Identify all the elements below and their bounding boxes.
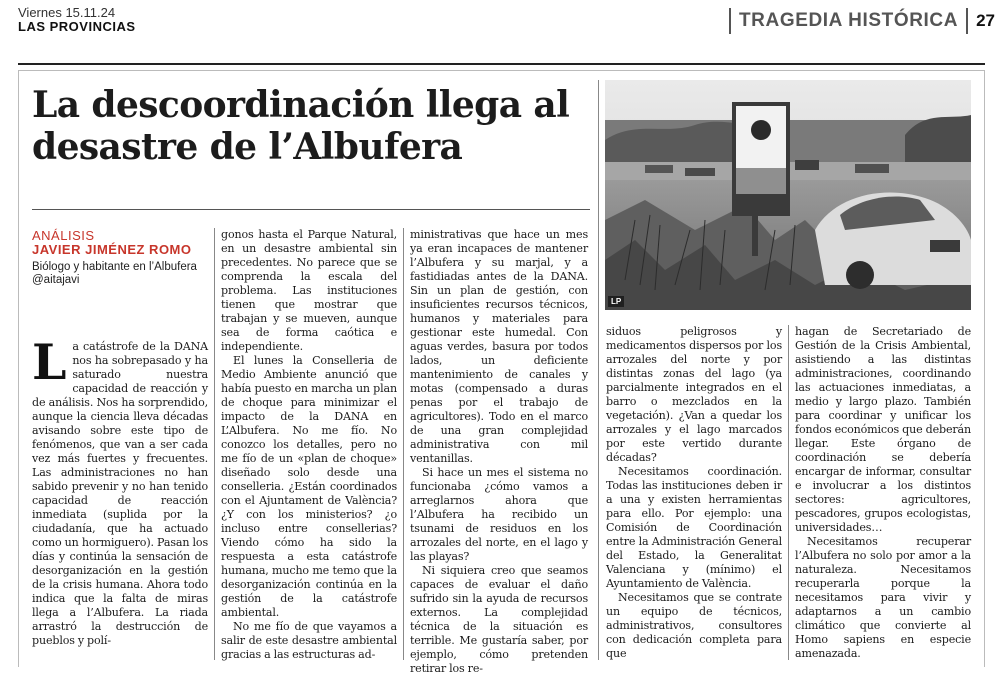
author-bio: Biólogo y habitante en l’Albufera bbox=[32, 261, 197, 273]
column-5-paragraph-1: hagan de Secretariado de Gestión de la Crisis Ambiental, asistiendo a las distintas administraciones, coordinando las actuaciones inmediatas, a medio y largo plazo. También para coordinar y unificar los fondos económicos que deberán llegar. Este órgano de coordinación se debería encargar de informar, consultar e involucrar a los distintos sectores: agricultores, pescadores, grupos ecologistas, universidades… bbox=[795, 325, 971, 534]
article-photo bbox=[605, 80, 971, 310]
column-3 bbox=[410, 228, 588, 675]
column-3-paragraph-2: Si hace un mes el sistema no funcionaba ¿cómo vamos a arreglarnos ahora que l’Albufera ha recibido un tsunami de residuos en los arrozales del norte, en el lago y las playas? bbox=[410, 466, 588, 563]
column-4-paragraph-1: siduos peligrosos y medicamentos dispersos por los arrozales del norte y por distintas zonas del lago (ya parcialmente integrados en el barro o mezclados en la vegetación). ¿Van a quedar los arrozales y el lago marcados por este vertido durante décadas? bbox=[606, 325, 782, 464]
author-name: JAVIER JIMÉNEZ ROMO bbox=[32, 242, 192, 257]
newspaper-name: LAS PROVINCIAS bbox=[18, 19, 136, 34]
column-divider-4 bbox=[788, 325, 789, 660]
column-1-paragraph-1 bbox=[32, 333, 208, 648]
column-3-paragraph-3: Ni siquiera creo que seamos capaces de evaluar el daño sufrido sin la ayuda de recursos externos. La complejidad técnica de la situación es terrible. Me gustaría saber, por ejemplo, cómo pretenden retirar los re- bbox=[410, 564, 588, 675]
column-2-paragraph-3: No me fío de que vayamos a salir de este desastre ambiental gracias a las estructuras ad- bbox=[221, 620, 397, 661]
column-2-paragraph-1: gonos hasta el Parque Natural, en un desastre ambiental sin precedentes. No parece que se comprenda la escala del problema. Las instituciones tienen que mostrar que trabajan y se mueven, aunque sea de forma caótica e independiente. bbox=[221, 228, 397, 353]
header-rule bbox=[18, 63, 985, 65]
column-4-paragraph-3: Necesitamos que se contrate un equipo de técnicos, administrativos, consultores con dedicación completa para que bbox=[606, 591, 782, 660]
column-2 bbox=[221, 228, 397, 660]
column-divider-1 bbox=[214, 228, 215, 660]
issue-date: Viernes 15.11.24 bbox=[18, 5, 116, 20]
page-number: 27 bbox=[976, 11, 995, 30]
author-handle: @aitajavi bbox=[32, 274, 80, 286]
column-1 bbox=[32, 333, 208, 660]
masthead bbox=[18, 6, 136, 34]
column-divider-3 bbox=[598, 80, 599, 660]
article-kicker: ANÁLISIS bbox=[32, 228, 95, 243]
column-4 bbox=[606, 325, 782, 660]
headline-rule bbox=[32, 209, 590, 210]
column-divider-2 bbox=[403, 228, 404, 660]
column-3-paragraph-1: ministrativas que hace un mes ya eran incapaces de mantener l’Albufera y su marjal, y a fastidiadas antes de la DANA. Sin un plan de gestión, con insuficientes recursos técnicos, humanos y materiales para gestionar este humedal. Con aguas verdes, basura por todos lados, un deficiente mantenimiento de canales y motas (compensado a duras penas por el trabajo de agricultores). Todo en el marco de una gran complejidad administrativa con mil ventanillas. bbox=[410, 228, 588, 465]
photo-credit: LP bbox=[608, 296, 624, 307]
section-title: TRAGEDIA HISTÓRICA bbox=[738, 10, 959, 31]
drop-cap: L bbox=[32, 333, 67, 391]
column-4-paragraph-2: Necesitamos coordinación. Todas las instituciones deben ir a una y existen herramientas para ello. Por ejemplo: una Comisión de Coordinación entre la Administración General del Estado, la Generalitat Valenciana y (mínimo) el Ayuntamiento de València. bbox=[606, 465, 782, 590]
flood-debris-photo bbox=[605, 80, 971, 310]
headline: La descoordinación llega al desastre de l’Albufera bbox=[32, 84, 570, 168]
column-2-paragraph-2: El lunes la Conselleria de Medio Ambiente anunció que había puesto en marcha un plan de choque para minimizar el impacto de la DANA en L’Albufera. No me fío. No conozco los detalles, pero no me fío de un «plan de choque» diseñado solo desde una conselleria. ¿Están coordinados con el Ajuntament de València? ¿Y con los ministerios? ¿o incluso entre consellerias? Viendo cómo ha sido la respuesta a esta catástrofe humana, mucho me temo que la desorganización continúa en la gestión de la catástrofe ambiental. bbox=[221, 354, 397, 619]
column-1-paragraph-1-text: a catástrofe de la DANA nos ha sobrepasado y ha saturado nuestra capacidad de reacción y de análisis. Nos ha sorprendido, aunque la ciencia lleva décadas avisando sobre este tipo de fenómenos, que van a ser cada vez más fuertes y frecuentes. Las administraciones no han sabido prevenir y no han tenido capacidad de reacción inmediata (suplida por la ciudadanía, que ha actuado como un hormiguero). Pasan los días y continúa la sensación de desorganización en la gestión de la crisis humana. Ahora todo indica que la falta de miras llega a l’Albufera. La riada arrastró la destrucción de pueblos y polí- bbox=[32, 340, 208, 647]
column-5-paragraph-2: Necesitamos recuperar l’Albufera no solo por amor a la naturaleza. Necesitamos recuperarla porque la necesitamos para vivir y adaptarnos a un cambio climático que convierte al Homo sapiens en especie amenazada. bbox=[795, 535, 971, 660]
column-5 bbox=[795, 325, 971, 660]
section-header bbox=[729, 8, 995, 34]
